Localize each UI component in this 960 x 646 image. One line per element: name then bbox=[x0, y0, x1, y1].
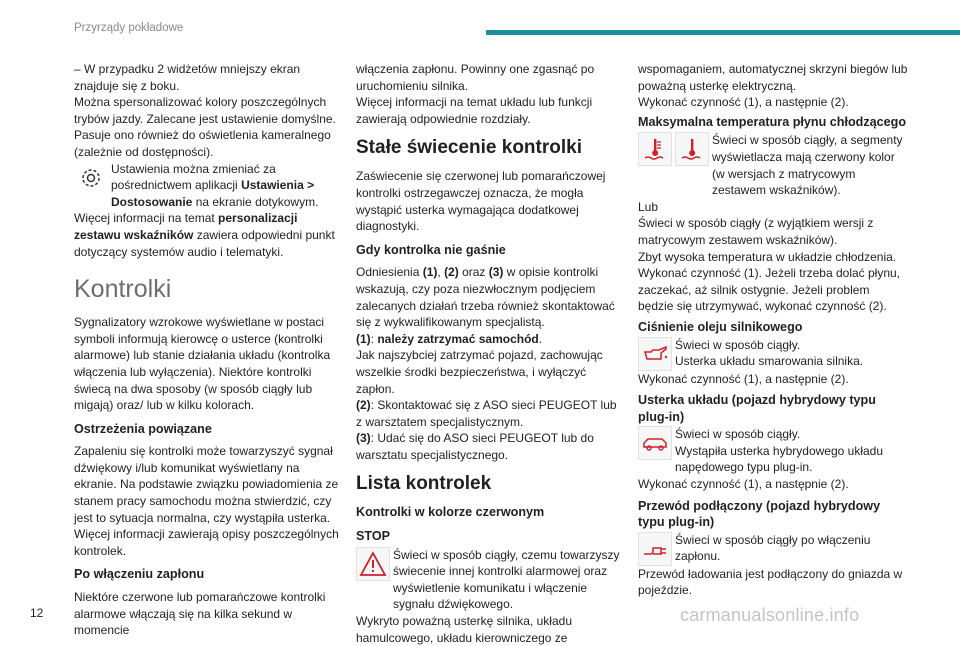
ostrzezenia-heading: Ostrzeżenia powiązane bbox=[74, 421, 212, 436]
stale-heading: Stałe świecenie kontrolki bbox=[356, 137, 582, 159]
kontrolki-text: Sygnalizatory wzrokowe wyświetlane w postaci symboli informują kierowcę o usterce (kontrolki alarmowe) lub stanie działania układu (kontrolka włączenia lub wyłączenia). Niektóre kontrolki świecą na dwa sposoby (w sposób ciągły lub migają) oraz/ lub w kilku kolorach. bbox=[74, 315, 331, 413]
col3-cont-text: wspomaganiem, automatycznej skrzyni biegów lub poważną usterkę elektryczną. bbox=[638, 62, 908, 93]
temp-heading: Maksymalna temperatura płynu chłodzącego bbox=[638, 114, 907, 129]
stop-text-2: Wykryto poważną usterkę silnika, układu hamulcowego, układu kierowniczego ze bbox=[356, 614, 572, 645]
plug-text-1: Świeci w sposób ciągły po włączeniu zapłonu. bbox=[675, 532, 871, 564]
oil-action: Wykonać czynność (1), a następnie (2). bbox=[638, 371, 849, 386]
gear-icon bbox=[74, 161, 108, 195]
hybrid-action: Wykonać czynność (1), a następnie (2). bbox=[638, 477, 849, 492]
page-number: 12 bbox=[30, 606, 44, 620]
nie-gasnie-heading: Gdy kontrolka nie gaśnie bbox=[356, 242, 506, 257]
oil-can-icon bbox=[638, 337, 672, 371]
settings-note bbox=[74, 161, 342, 211]
coolant-temperature-icon bbox=[675, 132, 709, 166]
kontrolki-heading: Kontrolki bbox=[74, 275, 172, 304]
temp-text-3: Zbyt wysoka temperatura w układzie chłodzenia. bbox=[638, 249, 897, 264]
settings-note-text: Ustawienia można zmieniać za pośrednictwem aplikacji bbox=[111, 161, 276, 193]
temp-text-1: Świeci w sposób ciągły, a segmenty wyświetlacza mają czerwony kolor (w wersjach z matrycowym zestawem wskaźników). bbox=[712, 133, 903, 198]
column-2 bbox=[356, 61, 624, 646]
hybrid-entry bbox=[638, 426, 908, 476]
cont-text-2: Więcej informacji na temat układu lub funkcji zawierają odpowiednie rozdziały. bbox=[356, 95, 593, 126]
plug-heading: Przewód podłączony (pojazd hybrydowy typu plug-in) bbox=[638, 498, 881, 530]
section-title: Przyrządy pokładowe bbox=[74, 22, 184, 34]
more-info-text: Więcej informacji na temat bbox=[74, 211, 219, 226]
item-1: (1): należy zatrzymać samochód. bbox=[356, 331, 543, 346]
stale-text: Zaświecenie się czerwonej lub pomarańczowej kontrolki ostrzegawczej oznacza, że mogła wystąpić usterka wymagająca dodatkowej diagnostyki. bbox=[356, 169, 606, 234]
czerwony-heading: Kontrolki w kolorze czerwonym bbox=[356, 505, 545, 520]
column-1 bbox=[74, 61, 342, 639]
ostrzezenia-text: Zapaleniu się kontrolki może towarzyszyć sygnał dźwiękowy i/lub komunikat wyświetlany na ekranie. Na podstawie związku powiadomienia ze stanem pracy samochodu można stwierdzić, czy jest to sytuacja normalna, czy wystąpiła usterka. Więcej informacji zawierają opisy poszczególnych kontrolek. bbox=[74, 444, 339, 558]
lista-heading: Lista kontrolek bbox=[356, 473, 492, 495]
coolant-temperature-icon bbox=[638, 132, 672, 166]
oil-heading: Ciśnienie oleju silnikowego bbox=[638, 319, 803, 334]
hybrid-text-2: Wystąpiła usterka hybrydowego układu napędowego typu plug-in. bbox=[675, 443, 884, 475]
col3-cont-action: Wykonać czynność (1), a następnie (2). bbox=[638, 95, 849, 110]
hybrid-car-fault-icon bbox=[638, 426, 672, 460]
temp-text-2: Świeci w sposób ciągły (z wyjątkiem wersji z matrycowym zestawem wskaźników). bbox=[638, 216, 874, 247]
references-text: Odniesienia (1), (2) oraz (3) w opisie kontrolki wskazują, czy poza niezwłocznym podjęciem zalecanych działań trzeba również skontaktować się z wykwalifikowanym specjalistą. bbox=[356, 265, 615, 330]
item-3: (3): Udać się do ASO sieci PEUGEOT lub do warsztatu specjalistycznego. bbox=[356, 431, 594, 462]
column-3 bbox=[638, 61, 908, 599]
oil-text-1: Świeci w sposób ciągły. bbox=[675, 337, 801, 352]
more-info-end: zawiera odpowiedni punkt dotyczący systemów audio i telematyki. bbox=[74, 227, 335, 259]
intro-line-1: – W przypadku 2 widżetów mniejszy ekran znajduje się z boku. bbox=[74, 62, 301, 93]
more-info-bold: personalizacji zestawu wskaźników bbox=[74, 211, 298, 242]
oil-entry bbox=[638, 337, 908, 371]
item-1-bold: należy zatrzymać samochód bbox=[377, 331, 539, 346]
intro-line-3: Pasuje ono również do oświetlenia kameralnego (zależnie od dostępności). bbox=[74, 128, 331, 159]
item-2: (2): Skontaktować się z ASO sieci PEUGEOT lub z warsztatem specjalistycznym. bbox=[356, 398, 617, 429]
hybrid-heading: Usterka układu (pojazd hybrydowy typu plug-in) bbox=[638, 393, 876, 424]
wlaczenie-heading: Po włączeniu zapłonu bbox=[74, 567, 205, 582]
intro-line-2: Można spersonalizować kolory poszczególnych trybów jazdy. Zalecane jest ustawienie domyślne. bbox=[74, 95, 336, 126]
plug-text-2: Przewód ładowania jest podłączony do gniazda w pojeździe. bbox=[638, 566, 903, 598]
wlaczenie-text: Niektóre czerwone lub pomarańczowe kontrolki alarmowe włączają się na kilka sekund w momencie bbox=[74, 590, 326, 638]
plug-entry bbox=[638, 532, 908, 566]
settings-path: Ustawienia > Dostosowanie bbox=[111, 178, 315, 209]
stop-entry bbox=[356, 547, 624, 613]
settings-note-end: na ekranie dotykowym. bbox=[192, 194, 319, 209]
header-accent-bar bbox=[486, 30, 960, 35]
stop-text: Świeci w sposób ciągły, czemu towarzyszy świecenie innej kontrolki alarmowej oraz wyświetlenie komunikatu i włączenie sygnału dźwiękowego. bbox=[393, 547, 620, 612]
stop-label: STOP bbox=[356, 529, 391, 544]
item-1-text: Jak najszybciej zatrzymać pojazd, zachowując wszelkie środki bezpieczeństwa, i wyłączyć zapłon. bbox=[356, 348, 603, 396]
temp-entry bbox=[638, 132, 908, 198]
charging-plug-icon bbox=[638, 532, 672, 566]
temp-text-4: Wykonać czynność (1). Jeżeli trzeba dolać płynu, zaczekać, aż silnik ostygnie. Jeżeli problem będzie się utrzymywać, wykonać czynność (2). bbox=[638, 266, 901, 314]
oil-text-2: Usterka układu smarowania silnika. bbox=[675, 354, 864, 369]
cont-text-1: włączenia zapłonu. Powinny one zgasnąć po uruchomieniu silnika. bbox=[356, 62, 595, 93]
temp-lub: Lub bbox=[638, 199, 659, 214]
hybrid-text-1: Świeci w sposób ciągły. bbox=[675, 427, 801, 442]
watermark: carmanualsonline.info bbox=[680, 605, 860, 625]
warning-triangle-icon bbox=[356, 547, 390, 581]
